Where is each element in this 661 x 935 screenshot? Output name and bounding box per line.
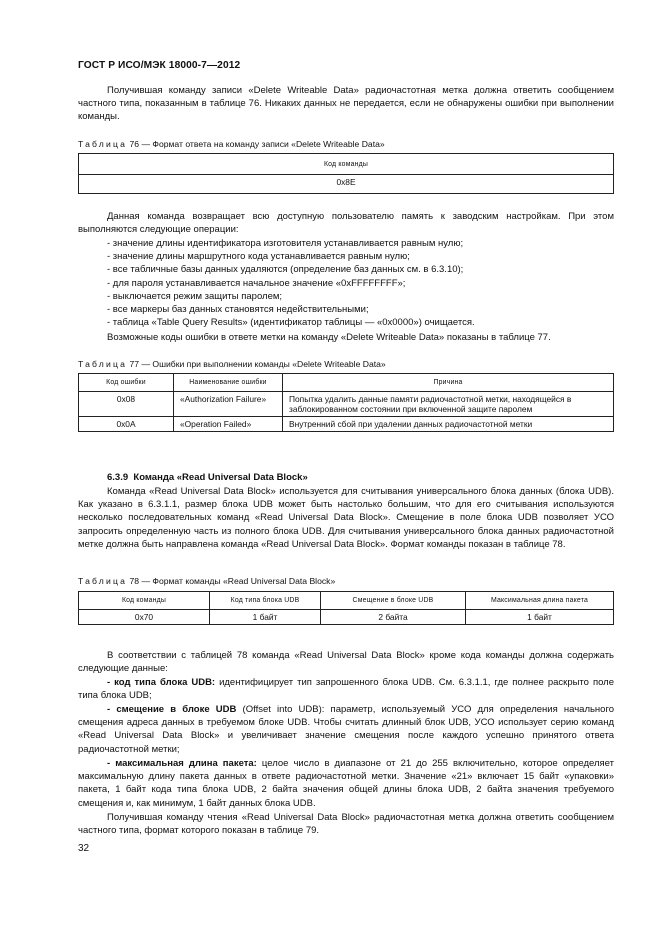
list-item: - таблица «Table Query Results» (идентификатор таблицы — «0x0000») очищается. bbox=[107, 317, 475, 329]
caption-text: 77 — Ошибки при выполнении команды «Delete Writeable Data» bbox=[129, 359, 386, 369]
caption-word: Таблица bbox=[78, 139, 128, 149]
page-number: 32 bbox=[78, 843, 90, 854]
table-77-caption bbox=[78, 359, 386, 369]
table-78-caption bbox=[78, 576, 335, 586]
caption-word: Таблица bbox=[78, 359, 128, 369]
document-header: ГОСТ Р ИСО/МЭК 18000-7—2012 bbox=[78, 60, 241, 71]
table-cell: 1 байт bbox=[466, 610, 614, 625]
paragraph-intro: Получившая команду записи «Delete Writeable Data» радиочастотная метка должна ответить сообщением частного типа, показанным в таблице 76. Никаких данных не передается, если не обнаружены ошибки при выполнении команды. bbox=[78, 85, 614, 123]
table-cell: Попытка удалить данные памяти радиочастотной метки, находящейся в заблокированном состоянии при включенной защите паролем bbox=[283, 392, 614, 417]
section-heading bbox=[78, 471, 614, 484]
field-description: целое число в диапазоне от 21 до 255 включительно, которое определяет максимальную длину пакета данных в ответе радиочастотной метки. Значение «21» включает 15 байт «упаковки» пакета, 1 байт кода типа блока UDB, 2 байта значения общей длины блока UDB, 2 байта значения требуемого смещения и, как минимум, 1 байт данных блока UDB. bbox=[78, 758, 614, 809]
table-78-col-max-length: Максимальная длина пакета bbox=[466, 592, 614, 610]
table-78-col-offset: Смещение в блоке UDB bbox=[321, 592, 466, 610]
field-offset bbox=[78, 703, 614, 756]
list-item: - значение длины идентификатора изготовителя устанавливается равным нулю; bbox=[107, 238, 464, 249]
table-cell: 0x08 bbox=[79, 392, 174, 417]
list-item: - выключается режим защиты паролем; bbox=[107, 290, 283, 302]
table-77 bbox=[78, 373, 614, 432]
list-item: - все маркеры баз данных становятся недействительными; bbox=[107, 304, 369, 316]
caption-text: 76 — Формат ответа на команду записи «Delete Writeable Data» bbox=[129, 139, 385, 149]
paragraph-fields: В соответствии с таблицей 78 команда «Read Universal Data Block» кроме кода команды должна содержать следующие данные: bbox=[78, 650, 614, 675]
list-item: - значение длины маршрутного кода устанавливается равным нулю; bbox=[107, 251, 410, 263]
table-cell: 2 байта bbox=[321, 610, 466, 625]
field-block-type bbox=[78, 676, 614, 702]
field-max-length bbox=[78, 757, 614, 810]
list-item: - все табличные базы данных удаляются (определение баз данных см. в 6.3.10); bbox=[107, 264, 464, 276]
table-78 bbox=[78, 591, 614, 625]
table-76 bbox=[78, 153, 614, 194]
paragraph-operations: Данная команда возвращает всю доступную пользователю память к заводским настройкам. При этом выполняются следующие операции: bbox=[78, 211, 614, 236]
table-76-header: Код команды bbox=[79, 154, 614, 175]
field-term: - смещение в блоке UDB bbox=[107, 704, 237, 715]
table-77-col-code: Код ошибки bbox=[79, 374, 174, 392]
table-row bbox=[79, 610, 614, 625]
caption-word: Таблица bbox=[78, 576, 128, 586]
paragraph-read-udb: Команда «Read Universal Data Block» используется для считывания универсального блока данных (блока UDB). Как указано в 6.3.1.1, размер блока UDB может быть настолько большим, что для его считывания используются несколько последовательных команд «Read Universal Data Block». Смещение в поле блока UDB позволяет УСО запросить определенную часть из полного блока UDB. Для считывания универсального блока данных радиочастотной метке должна быть направлена команда «Read Universal Data Block». Формат команды показан в таблице 78. bbox=[78, 486, 614, 550]
field-term: - максимальная длина пакета: bbox=[107, 758, 257, 769]
table-cell: «Operation Failed» bbox=[174, 417, 283, 432]
table-78-col-type: Код типа блока UDB bbox=[210, 592, 321, 610]
table-cell: 0x70 bbox=[79, 610, 210, 625]
caption-text: 78 — Формат команды «Read Universal Data Block» bbox=[129, 576, 336, 586]
table-cell: 0x0A bbox=[79, 417, 174, 432]
field-description: (Offset into UDB): параметр, используемый УСО для определения начального смещения адреса данных в требуемом блоке UDB. Чтобы считать длинный блок UDB, УСО использует серию команд «Read Universal Data Block» и увеличивает значение смещения после каждого успешно принятого ответа радиочастотной метки; bbox=[78, 704, 615, 755]
table-76-value: 0x8E bbox=[79, 175, 614, 194]
table-row bbox=[79, 392, 614, 417]
table-row bbox=[79, 417, 614, 432]
operations-list bbox=[78, 237, 614, 329]
list-item: - для пароля устанавливается начальное значение «0xFFFFFFFF»; bbox=[107, 277, 406, 289]
paragraph-errors: Возможные коды ошибки в ответе метки на команду «Delete Writeable Data» показаны в таблице 77. bbox=[107, 332, 551, 343]
table-77-col-name: Наименование ошибки bbox=[174, 374, 283, 392]
paragraph-response: Получившая команду чтения «Read Universal Data Block» радиочастотная метка должна ответить сообщением частного типа, формат которого показан в таблице 79. bbox=[78, 812, 614, 837]
field-description: идентифицирует тип запрошенного блока UDB. См. 6.3.1.1, где полнее раскрыто поле типа блока UDB; bbox=[78, 677, 614, 702]
field-term: - код типа блока UDB: bbox=[107, 677, 216, 688]
table-cell: Внутренний сбой при удалении данных радиочастотной метки bbox=[283, 417, 614, 432]
section-number: 6.3.9 bbox=[107, 472, 129, 483]
table-76-caption bbox=[78, 139, 385, 149]
table-78-col-code: Код команды bbox=[79, 592, 210, 610]
table-cell: «Authorization Failure» bbox=[174, 392, 283, 417]
table-cell: 1 байт bbox=[210, 610, 321, 625]
table-77-col-reason: Причина bbox=[283, 374, 614, 392]
section-title: Команда «Read Universal Data Block» bbox=[133, 472, 308, 483]
